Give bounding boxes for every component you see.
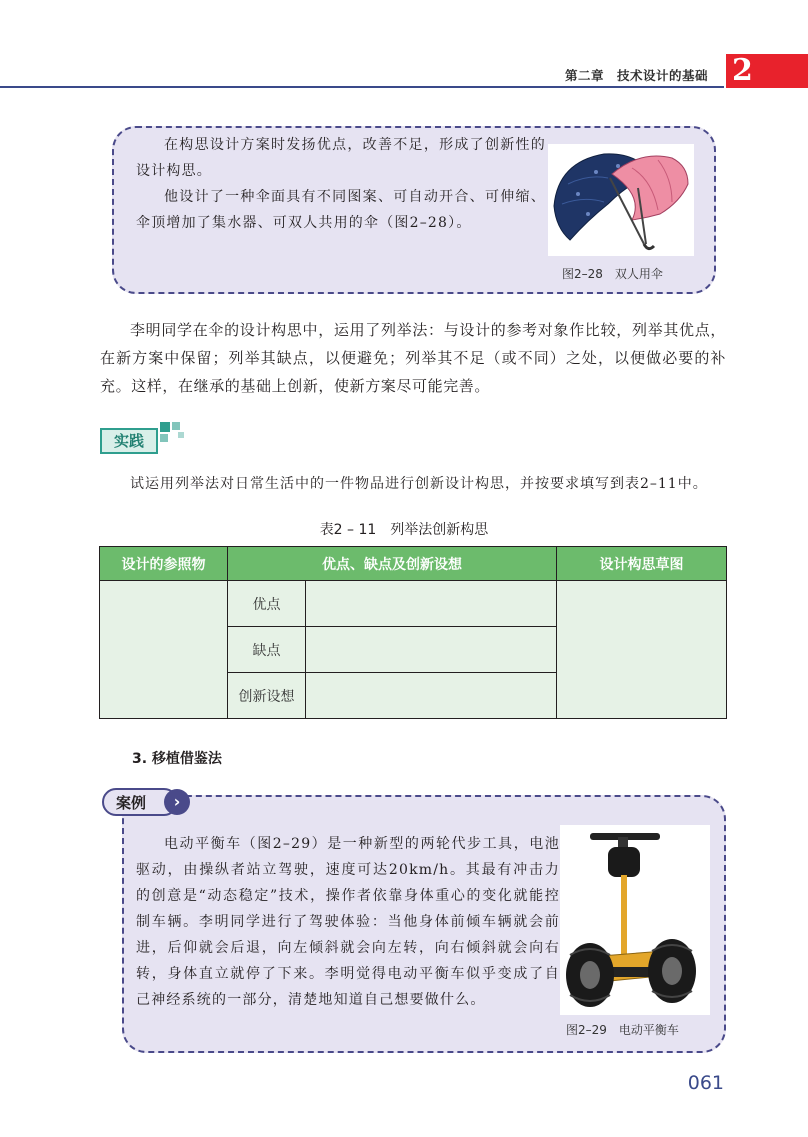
page-number: 061: [687, 1072, 724, 1094]
chevron-right-icon: ›: [164, 789, 190, 815]
row-label-advantages: 优点: [228, 581, 306, 627]
case-box-umbrella: [112, 126, 716, 294]
case-text: [136, 831, 560, 1013]
table-header-points: 优点、缺点及创新设想: [228, 547, 557, 581]
row-label-innovation: 创新设想: [228, 673, 306, 719]
table-header-sketch: 设计构思草图: [557, 547, 727, 581]
innovation-cell[interactable]: [306, 673, 557, 719]
row-label-disadvantages: 缺点: [228, 627, 306, 673]
case-tag: [102, 788, 190, 816]
case-tag-label: 案例: [116, 794, 147, 812]
chapter-header-title: 第二章 技术设计的基础: [564, 68, 708, 83]
figure-caption: 图2–29 电动平衡车: [566, 1023, 679, 1037]
case-paragraph: 他设计了一种伞面具有不同图案、可自动开合、可伸缩、伞顶增加了集水器、可双人共用的伞（图2–28）。: [136, 189, 546, 231]
figure-caption: 图2–28 双人用伞: [562, 267, 663, 281]
case-paragraph: 电动平衡车（图2–29）是一种新型的两轮代步工具，电池驱动，由操纵者站立驾驶，速度可达20km/h。其最有冲击力的创意是“动态稳定”技术，操作者依靠身体重心的变化就能控制车辆。李明同学进行了驾驶体验：当他身体前倾车辆就会前进，后仰就会后退，向左倾斜就会向左转，向右倾斜就会向右转，身体直立就停了下来。李明觉得电动平衡车似乎变成了自己神经系统的一部分，清楚地知道自己想要做什么。: [136, 836, 560, 1008]
sketch-cell[interactable]: [557, 581, 727, 719]
practice-tag: 实践: [100, 428, 158, 454]
table-header-reference: 设计的参照物: [100, 547, 228, 581]
body-paragraph: 李明同学在伞的设计构思中，运用了列举法：与设计的参考对象作比较，列举其优点，在新方案中保留；列举其缺点，以便避免；列举其不足（或不同）之处，以便做必要的补充。这样，在继承的基础上创新，使新方案尽可能完善。: [100, 321, 726, 395]
case-paragraph: 在构思设计方案时发扬优点，改善不足，形成了创新性的设计构思。: [136, 137, 546, 179]
decor-square: [160, 434, 168, 442]
table-title: 表2 – 11 列举法创新构思: [319, 522, 489, 538]
decor-square: [178, 432, 184, 438]
disadvantages-cell[interactable]: [306, 627, 557, 673]
case-box-balance-vehicle: [122, 795, 726, 1053]
chapter-number-badge: 2: [726, 54, 808, 88]
balance-vehicle-photo: [560, 825, 710, 1015]
practice-instruction: 试运用列举法对日常生活中的一件物品进行创新设计构思，并按要求填写到表2–11中。: [130, 476, 708, 492]
advantages-cell[interactable]: [306, 581, 557, 627]
decor-square: [160, 422, 170, 432]
section-heading: 3. 移植借鉴法: [132, 751, 222, 767]
listing-method-table: [99, 546, 727, 719]
reference-object-cell[interactable]: [100, 581, 228, 719]
header-rule: [0, 86, 724, 88]
double-umbrella-illustration: [548, 144, 694, 256]
case-text: [136, 132, 546, 236]
decor-square: [172, 422, 180, 430]
